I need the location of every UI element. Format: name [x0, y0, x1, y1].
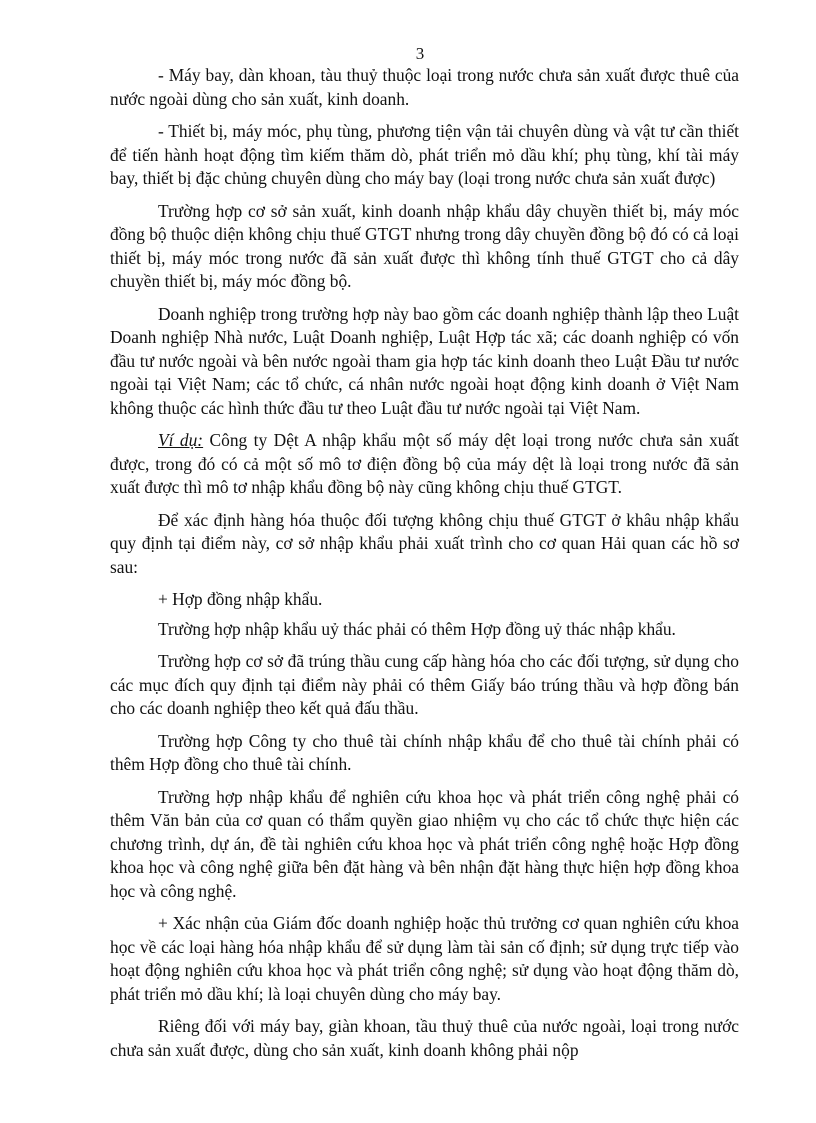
paragraph: Doanh nghiệp trong trường hợp này bao gồm các doanh nghiệp thành lập theo Luật Doanh nghiệp Nhà nước, Luật Doanh nghiệp, Luật Hợp tác xã; các doanh nghiệp có vốn đầu tư nước ngoài và bên nước ngoài tham gia hợp tác kinh doanh theo Luật Đầu tư nước ngoài tại Việt Nam; các tổ chức, cá nhân nước ngoài hoạt động kinh doanh ở Việt Nam không thuộc các hình thức đầu tư theo Luật đầu tư nước ngoài tại Việt Nam. [110, 303, 739, 418]
paragraph: + Hợp đồng nhập khẩu. [158, 589, 323, 609]
paragraph: Trường hợp Công ty cho thuê tài chính nhập khẩu để cho thuê tài chính phải có thêm Hợp đồng cho thuê tài chính. [110, 730, 739, 774]
paragraph: Trường hợp nhập khẩu để nghiên cứu khoa học và phát triển công nghệ phải có thêm Văn bản của cơ quan có thẩm quyền giao nhiệm vụ cho các tổ chức thực hiện các chương trình, dự án, đề tài nghiên cứu khoa học và phát triển công nghệ hoặc Hợp đồng khoa học và công nghệ giữa bên đặt hàng và bên nhận đặt hàng thực hiện hợp đồng khoa học và công nghệ. [110, 786, 739, 901]
document-body [110, 64, 739, 1071]
example-paragraph [110, 429, 739, 500]
paragraph: Riêng đối với máy bay, giàn khoan, tầu thuỷ thuê của nước ngoài, loại trong nước chưa sản xuất được, dùng cho sản xuất, kinh doanh không phải nộp [110, 1016, 739, 1060]
example-label: Ví dụ: [158, 430, 204, 450]
paragraph: Để xác định hàng hóa thuộc đối tượng không chịu thuế GTGT ở khâu nhập khẩu quy định tại điểm này, cơ sở nhập khẩu phải xuất trình cho cơ quan Hải quan các hồ sơ sau: [110, 509, 739, 577]
paragraph: - Thiết bị, máy móc, phụ tùng, phương tiện vận tải chuyên dùng và vật tư cần thiết để tiến hành hoạt động tìm kiếm thăm dò, phát triển mỏ dầu khí; phụ tùng, khí tài máy bay, thiết bị đặc chủng chuyên dùng cho máy bay (loại trong nước chưa sản xuất được) [110, 121, 739, 188]
example-text: Công ty Dệt A nhập khẩu một số máy dệt loại trong nước chưa sản xuất được, trong đó có cả một số mô tơ điện đồng bộ của máy dệt là loại trong nước đã sản xuất được thì mô tơ nhập khẩu đồng bộ này cũng không chịu thuế GTGT. [110, 430, 740, 497]
paragraph: Trường hợp nhập khẩu uỷ thác phải có thêm Hợp đồng uỷ thác nhập khẩu. [158, 618, 676, 639]
paragraph: - Máy bay, dàn khoan, tàu thuỷ thuộc loại trong nước chưa sản xuất được thuê của nước ngoài dùng cho sản xuất, kinh doanh. [110, 65, 739, 109]
paragraph: Trường hợp cơ sở đã trúng thầu cung cấp hàng hóa cho các đối tượng, sử dụng cho các mục đích quy định tại điểm này phải có thêm Giấy báo trúng thầu và hợp đồng bán cho các doanh nghiệp theo kết quả đấu thầu. [110, 651, 739, 718]
page-number: 3 [415, 44, 425, 63]
paragraph: Trường hợp cơ sở sản xuất, kinh doanh nhập khẩu dây chuyền thiết bị, máy móc đồng bộ thuộc diện không chịu thuế GTGT nhưng trong dây chuyền đồng bộ đó có cả loại thiết bị, máy móc trong nước đã sản xuất được thì không tính thuế GTGT cho cả dây chuyền thiết bị, máy móc đồng bộ. [110, 200, 739, 291]
paragraph: + Xác nhận của Giám đốc doanh nghiệp hoặc thủ trưởng cơ quan nghiên cứu khoa học về các loại hàng hóa nhập khẩu để sử dụng làm tài sản cố định; sử dụng trực tiếp vào hoạt động nghiên cứu khoa học và phát triển công nghệ; sử dụng vào hoạt động thăm dò, phát triển mỏ dầu khí; là loại chuyên dùng cho máy bay. [110, 913, 739, 1004]
